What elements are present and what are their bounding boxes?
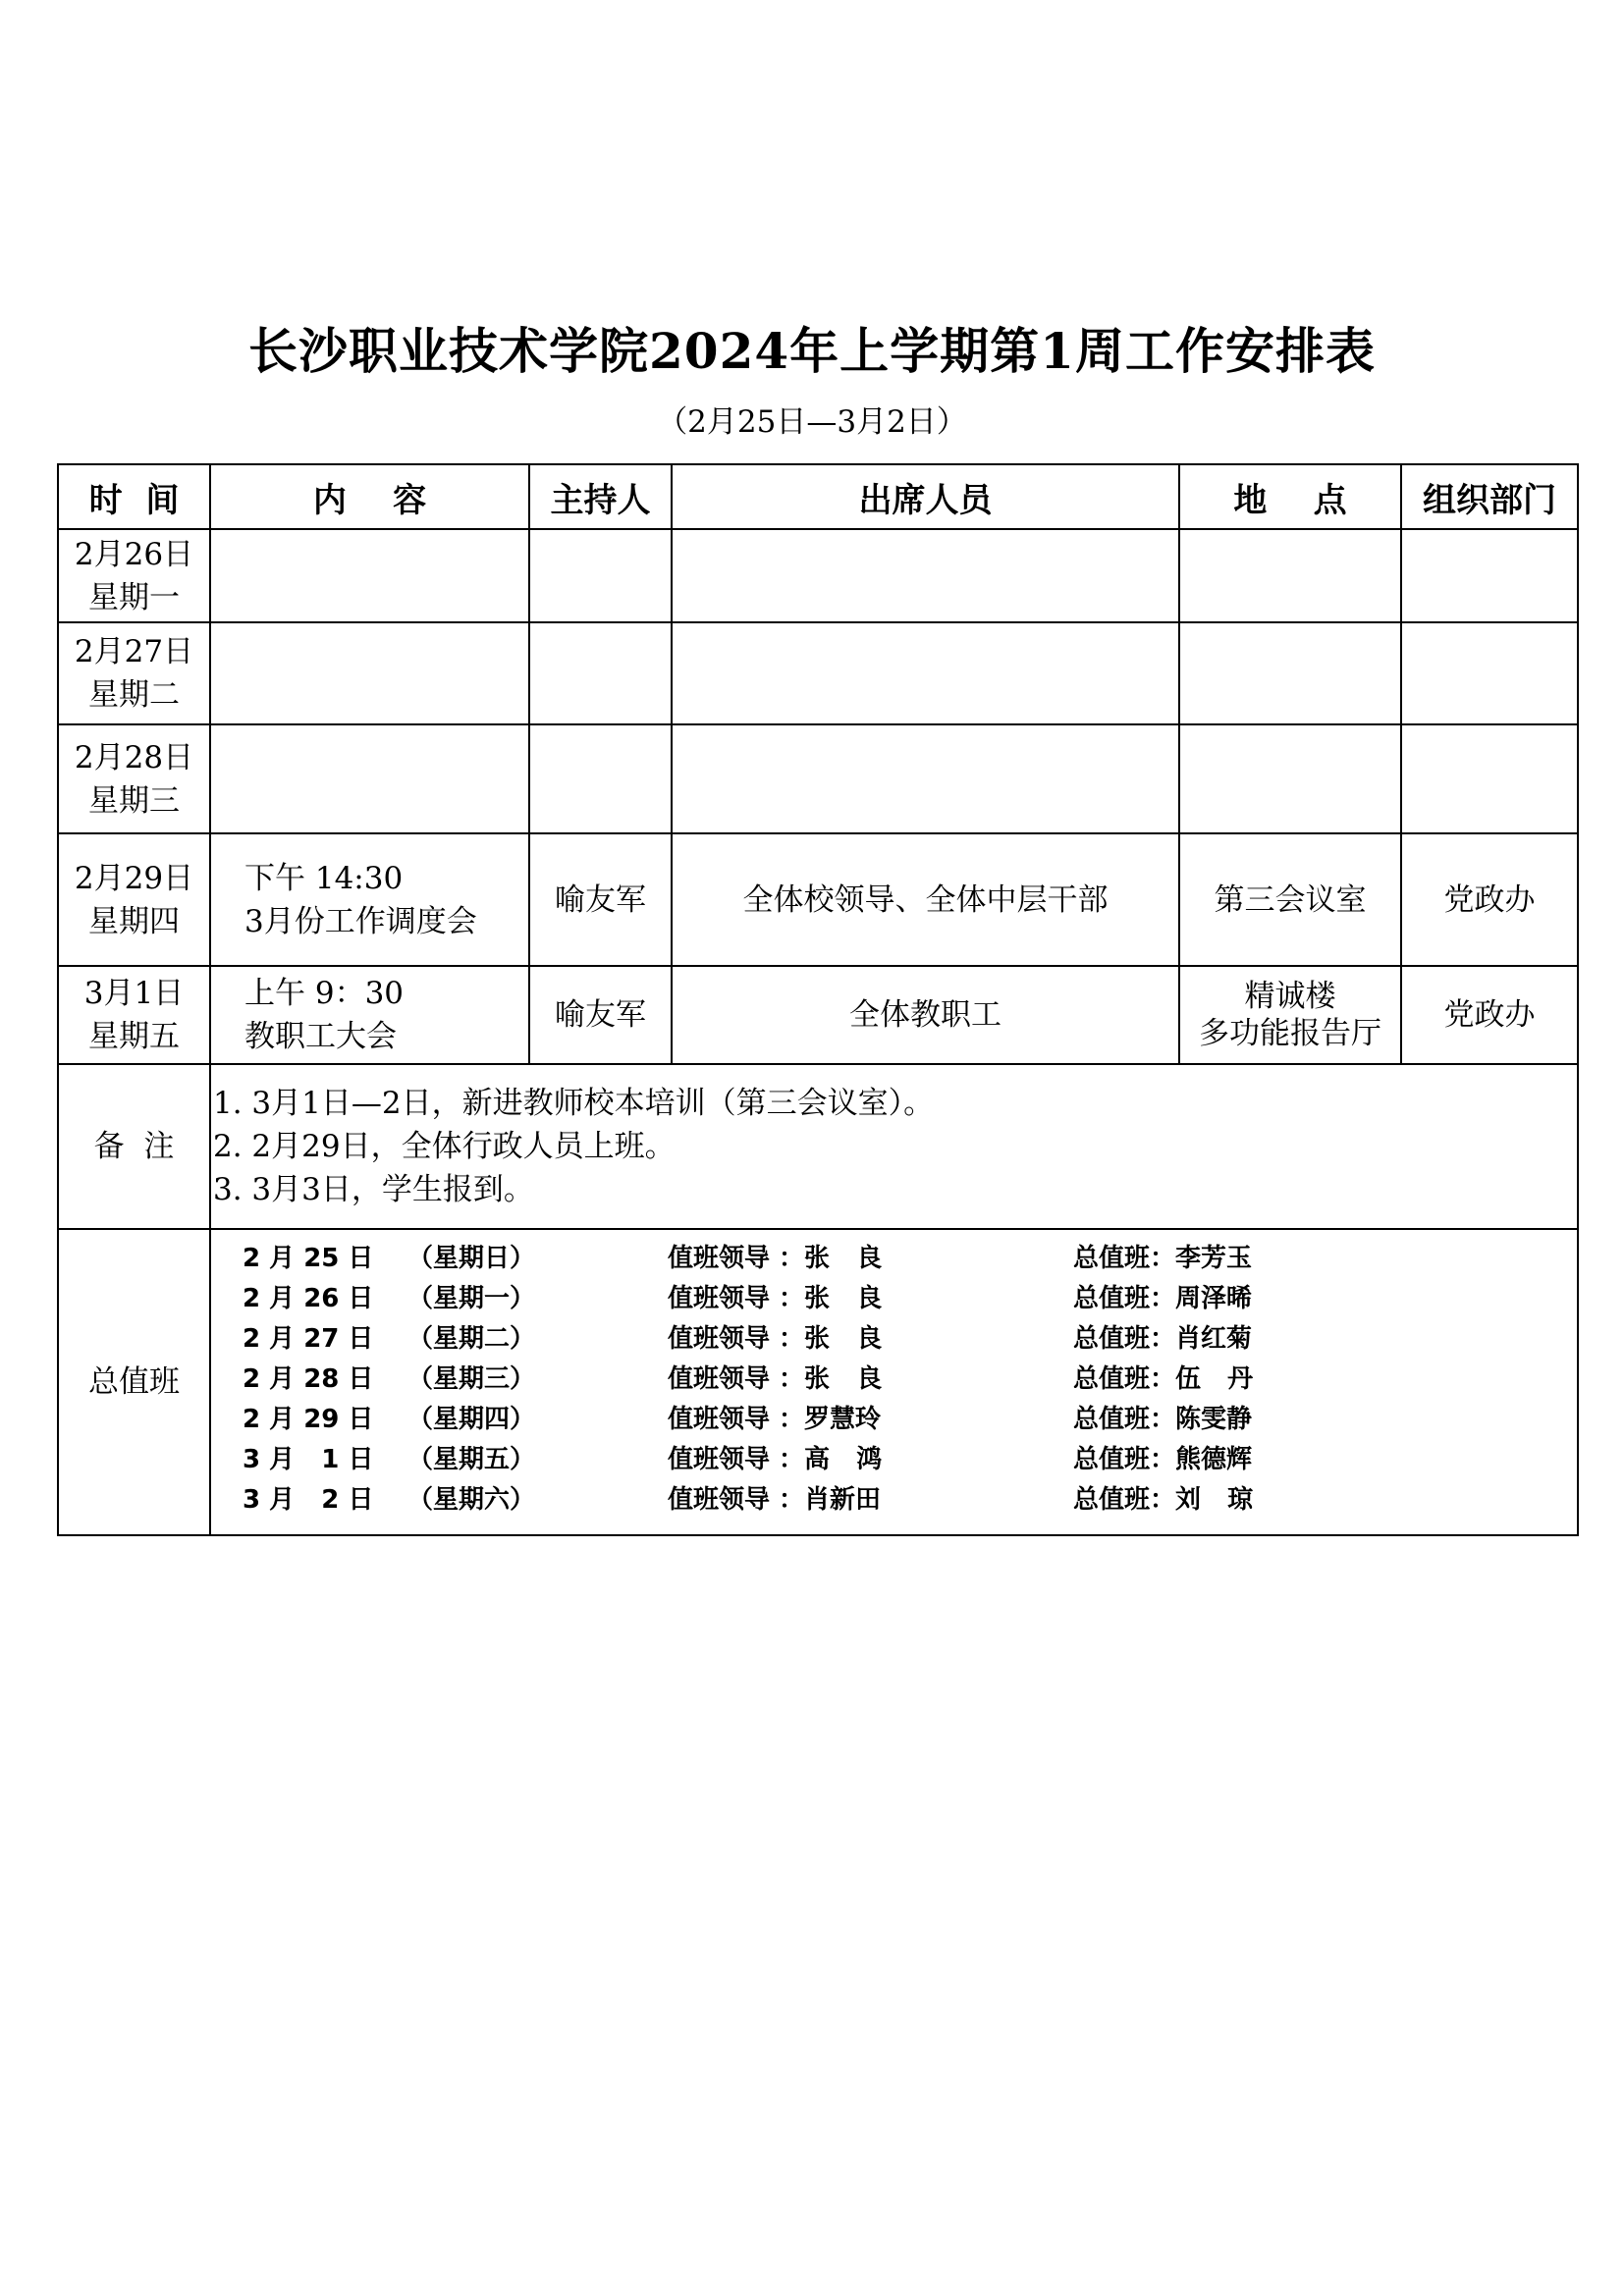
date-cell	[58, 966, 210, 1064]
duty-label: 总值班	[58, 1229, 210, 1535]
table-row	[58, 622, 1578, 724]
date-cell	[58, 529, 210, 622]
attendees-cell	[672, 724, 1179, 833]
duty-total: 总值班：李芳玉	[1073, 1243, 1253, 1273]
date-cell	[58, 622, 210, 724]
duty-row-section	[58, 1229, 1578, 1535]
weekday: 星期三	[88, 782, 180, 819]
location-line: 第三会议室	[1214, 881, 1367, 918]
content-cell	[210, 529, 529, 622]
date: 2月27日	[74, 634, 194, 669]
duty-weekday: （星期一）	[407, 1283, 536, 1313]
department-cell	[1401, 529, 1578, 622]
duty-total: 总值班：伍 丹	[1073, 1363, 1254, 1394]
duty-entry	[211, 1238, 1577, 1278]
weekday: 星期四	[88, 903, 180, 939]
duty-date: 3 月 2 日	[243, 1484, 374, 1515]
duty-leader: 值班领导 ：高 鸿	[668, 1444, 883, 1474]
date: 2月29日	[74, 860, 194, 896]
duty-weekday: （星期六）	[407, 1484, 536, 1515]
table-row	[58, 833, 1578, 966]
content-cell	[210, 833, 529, 966]
duty-entry	[211, 1359, 1577, 1399]
location-cell	[1179, 966, 1401, 1064]
department-cell	[1401, 622, 1578, 724]
department-cell: 党政办	[1401, 966, 1578, 1064]
host-cell	[529, 529, 672, 622]
duty-leader: 值班领导 ：张 良	[668, 1323, 883, 1354]
duty-date: 2 月 26 日	[243, 1283, 374, 1313]
duty-date: 2 月 28 日	[243, 1363, 374, 1394]
duty-leader: 值班领导 ：张 良	[668, 1283, 883, 1313]
host-cell	[529, 724, 672, 833]
duty-weekday: （星期三）	[407, 1363, 536, 1394]
duty-total: 总值班：熊德辉	[1073, 1444, 1253, 1474]
duty-total: 总值班：肖红菊	[1073, 1323, 1253, 1354]
remark-item: 2. 2月29日，全体行政人员上班。	[213, 1129, 676, 1164]
weekday: 星期五	[88, 1019, 180, 1054]
remarks-cell	[210, 1064, 1578, 1229]
duty-leader: 值班领导 ：张 良	[668, 1363, 883, 1394]
date: 3月1日	[83, 976, 185, 1011]
date-cell	[58, 724, 210, 833]
header-location: 地 点	[1179, 464, 1401, 529]
department-cell	[1401, 724, 1578, 833]
location-line: 精诚楼	[1244, 979, 1336, 1014]
duty-weekday: （星期四）	[407, 1404, 536, 1434]
duty-leader: 值班领导 ：张 良	[668, 1243, 883, 1273]
host-cell: 喻友军	[529, 833, 672, 966]
duty-entry	[211, 1399, 1577, 1439]
duty-leader: 值班领导 ：肖新田	[668, 1484, 882, 1515]
content-cell	[210, 622, 529, 724]
duty-weekday: （星期二）	[407, 1323, 536, 1354]
table-row	[58, 724, 1578, 833]
location-cell	[1179, 724, 1401, 833]
remark-item: 1. 3月1日—2日，新进教师校本培训（第三会议室）。	[213, 1086, 935, 1121]
duty-date: 2 月 27 日	[243, 1323, 374, 1354]
attendees-cell: 全体教职工	[672, 966, 1179, 1064]
content-cell	[210, 966, 529, 1064]
host-cell	[529, 622, 672, 724]
duty-date: 2 月 29 日	[243, 1404, 374, 1434]
date: 2月28日	[74, 739, 194, 775]
duty-total: 总值班：陈雯静	[1073, 1404, 1253, 1434]
remarks-row	[58, 1064, 1578, 1229]
content-title: 教职工大会	[244, 1019, 397, 1054]
duty-weekday: （星期日）	[407, 1243, 536, 1273]
content-time: 下午 14:30	[244, 860, 404, 896]
page-title: 长沙职业技术学院2024年上学期第1周工作安排表	[248, 322, 1376, 380]
remark-item: 3. 3月3日，学生报到。	[213, 1172, 534, 1207]
header-department: 组织部门	[1401, 464, 1578, 529]
header-host: 主持人	[529, 464, 672, 529]
duty-date: 2 月 25 日	[243, 1243, 374, 1273]
duty-total: 总值班：周泽晞	[1073, 1283, 1253, 1313]
content-cell	[210, 724, 529, 833]
attendees-cell	[672, 529, 1179, 622]
remarks-label: 备 注	[58, 1064, 210, 1229]
header-attendees: 出席人员	[672, 464, 1179, 529]
duty-entry	[211, 1318, 1577, 1359]
location-line: 多功能报告厅	[1199, 1016, 1381, 1051]
schedule-table	[57, 463, 1579, 1536]
duty-date: 3 月 1 日	[243, 1444, 374, 1474]
header-row	[58, 464, 1578, 529]
location-cell	[1179, 833, 1401, 966]
content-title: 3月份工作调度会	[244, 903, 477, 939]
table-row	[58, 966, 1578, 1064]
duty-weekday: （星期五）	[407, 1444, 536, 1474]
header-time: 时 间	[58, 464, 210, 529]
location-cell	[1179, 622, 1401, 724]
host-cell: 喻友军	[529, 966, 672, 1064]
department-cell: 党政办	[1401, 833, 1578, 966]
content-time: 上午 9：30	[244, 976, 405, 1011]
date-range-subtitle: （2月25日—3月2日）	[657, 404, 967, 440]
date: 2月26日	[74, 536, 194, 572]
duty-total: 总值班：刘 琼	[1073, 1484, 1254, 1515]
duty-leader: 值班领导 ：罗慧玲	[668, 1404, 882, 1434]
duty-entry	[211, 1278, 1577, 1318]
duty-entry	[211, 1479, 1577, 1520]
date-cell	[58, 833, 210, 966]
attendees-cell: 全体校领导、全体中层干部	[672, 833, 1179, 966]
table-row	[58, 529, 1578, 622]
weekday: 星期二	[88, 677, 180, 713]
location-cell	[1179, 529, 1401, 622]
attendees-cell	[672, 622, 1179, 724]
duty-entry	[211, 1439, 1577, 1479]
weekday: 星期一	[88, 579, 180, 615]
duty-cell	[210, 1229, 1578, 1535]
header-content: 内 容	[210, 464, 529, 529]
